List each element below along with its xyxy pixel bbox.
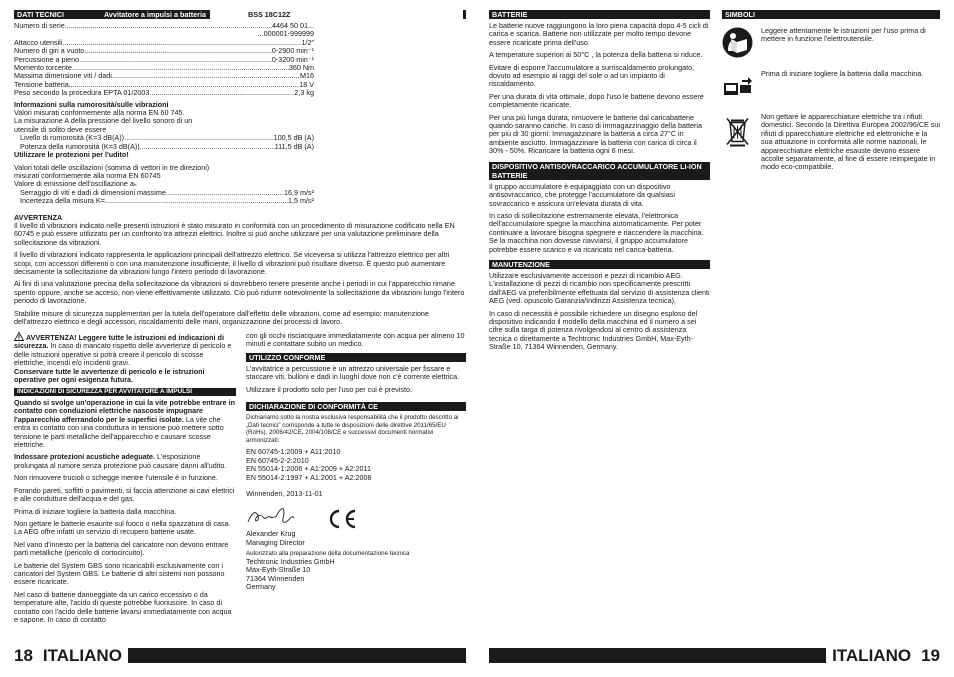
noise-title: Informazioni sulla rumorosità/sulle vibrazioni <box>14 99 169 109</box>
sicurezza-paragraph: Forando pareti, soffitti o pavimenti, si faccia attenzione ai cavi elettrici e alle condutture dell'acqua e del gas. <box>14 485 235 504</box>
vib-line: misurati conformemente alla norma EN 60745 <box>14 170 161 180</box>
noise-line: Valori misurati conformemente alla norma EN 60 745. <box>14 108 185 118</box>
signature-image <box>246 504 298 530</box>
sicurezza-header: INDICAZIONI DI SICUREZZA PER AVVITATORE A IMPULSI <box>14 388 236 396</box>
batterie-paragraph: Per una più lunga durata, rimuovere le batterie dal caricabatterie quando saranno cariche. In caso di immagazzinaggio della batteria per più di 30 giorni: Immagazzinare la batteria a circa 27°C in ambiente asciutto. Immagazzinare la batteria con carica di circa il 30% - 50%. Ricaricare la batteria ogni 6 mesi. <box>489 112 702 156</box>
ear-protection-note: Utilizzare le protezioni per l'udito! <box>14 150 129 160</box>
spec-row: Numero di serie ..... 4464 50 01... <box>14 22 314 30</box>
vib-spec-row: Serraggio di viti e dadi di dimensioni massime ..... 16,9 m/s² <box>14 189 314 197</box>
sicurezza-paragraph: Prima di iniziare togliere la batteria dalla macchina. <box>14 506 177 516</box>
dati-tecnici-product: Avvitatore a impulsi a batteria <box>103 10 206 19</box>
symbol-row <box>722 70 940 101</box>
right-page-col2 <box>722 10 940 182</box>
address-line: Max-Eyth-Straße 10 <box>246 565 311 575</box>
sicurezza-paragraph: Nel caso di batterie danneggiate da un carico eccessivo o da temperature alte, l'acido di queste potrebbe fuoriuscire. In caso di contatto con l'acido delle batterie lavarsi immediatamente con acqua e sapone. In caso di contatto <box>14 589 232 624</box>
page-number-left: 18 <box>14 646 33 665</box>
utilizzo-paragraph: L'avvitatrice a percussione è un attrezzo universale per fissare e staccare viti, bulloni e dadi in luoghi dove non c'è corrente elettrica. <box>246 363 460 382</box>
spec-row: Peso secondo la procedura EPTA 01/2003 ..... 2,3 kg <box>14 89 314 97</box>
antisovraccarico-header: DISPOSITIVO ANTISOVRACCARICO ACCUMULATORE LI-ION BATTERIE <box>489 162 710 180</box>
dati-tecnici-model: BSS 18C12Z <box>248 10 291 19</box>
batterie-paragraph: A temperature superiori ai 50°C , la potenza della batteria si riduce. <box>489 50 703 60</box>
vib-line: Valori totali delle oscillazioni (somma di vettori in tre direzioni) <box>14 162 210 172</box>
symbol-text: Prima di iniziare togliere la batteria dalla macchina. <box>761 69 924 78</box>
ce-mark-icon <box>324 508 358 530</box>
warning-bold-lead: AVVERTENZA! Leggere tutte le istruzioni ed indicazioni di sicurezza. <box>14 333 224 351</box>
spec-row: Tensione batteria ..... 18 V <box>14 81 314 89</box>
footer-bar-right <box>489 648 826 663</box>
manutenzione-header: MANUTENZIONE <box>489 260 710 269</box>
standard-item: EN 55014-2:1997 + A1:2001 + A2:2008 <box>246 472 372 482</box>
noise-line: La misurazione A della pressione del livello sonoro di un <box>14 116 193 126</box>
sicurezza-paragraph: Nel vano d'innesto per la batteria del caricatore non devono entrare parti metalliche (pericolo di cortocircuito). <box>14 539 229 558</box>
avvertenza-paragraph: Stabilite misure di sicurezza supplementari per la tutela dell'operatore dall'effetto delle vibrazioni, come ad esempio: manutenzione dell'attrezzo elettrico e degli accessori, riscaldamento delle mani, organizzazione dei processi di lavoro. <box>14 308 429 326</box>
utilizzo-paragraph: Utilizzare il prodotto solo per l'uso per cui è previsto. <box>246 384 412 394</box>
avvertenza-paragraph: Ai fini di una valutazione precisa della sollecitazione da vibrazioni si dovrebbero tenere presente anche i periodi in cui l'apparecchio rimane spento oppure, anche se acceso, non viene effettivamente utilizzato. Ciò può ridurre notevolmente la sollecitazione da vibrazioni lungo l'intero periodo di lavorazione. <box>14 279 465 306</box>
signer-title: Managing Director <box>246 537 305 547</box>
spec-row: Percussione a pieno ..... 0-3200 min⁻¹ <box>14 56 314 64</box>
symbol-row <box>722 113 940 172</box>
utilizzo-header: UTILIZZO CONFORME <box>246 353 466 362</box>
avvertenza-paragraph: Il livello di vibrazioni indicato rappresenta le applicazioni principali dell'attrezzo elettrico. Se viceversa si utilizza l'attrezzo elettrico per altri scopi, con accessori differenti o con una manutenzione insufficiente, il livello di vibrazioni può risultare diverso. È questo può aumentare decisamente la sollecitazione da vibrazioni lungo l'intero periodo di lavorazione. <box>14 250 450 276</box>
avvertenza-paragraph: Il livello di vibrazioni indicato nelle presenti istruzioni è stato misurato in conformità con un procedimento di misurazione codificato nella EN 60745 e può essere utilizzato per un confronto tra attrezzi elettrici. Inoltre si può anche utilizzare per una valutazione preliminare della sollecitazione da vibrazioni. <box>14 220 455 247</box>
batterie-header: BATTERIE <box>489 10 710 19</box>
sicurezza-paragraph: Non gettare le batterie esaurite sul fuoco o nella spazzatura di casa. La AEG offre infatti un servizio di recupero batterie usate. <box>14 518 231 537</box>
vib-spec-row: Incertezza della misura K= ..... 1,5 m/s² <box>14 197 314 205</box>
conformita-intro: Dichiariamo sotto la nostra esclusiva responsabilità che il prodotto descritto ai „Dati tecnici" corrisponde a tutte le disposizioni delle direttive 2011/65/EU (RoHs), 2006/42/CE, 2004/108/CE e successivi documenti normativi armonizzati: <box>246 414 459 444</box>
manutenzione-paragraph: Utilizzare esclusivamente accessori e pezzi di ricambio AEG. L'installazione di pezzi di ricambio non specificamente prescritti dall'AEG va preferibilmente effettuata dal servizio di assistenza clienti AEG (ved. opuscolo Garanzia/Indirizzi Assistenza tecnica). <box>489 270 710 306</box>
avvertenza-title: AVVERTENZA <box>14 212 63 222</box>
authorized-note: Autorizzato alla preparazione della documentazione tecnica <box>246 550 410 558</box>
batterie-paragraph: Evitare di esporre l'accumulatore a surriscaldamento prolungato, dovuto ad esempio ai raggi del sole o ad un impianto di riscaldamento. <box>489 62 695 89</box>
spec-row: Momento torcente ..... 360 Nm <box>14 64 314 72</box>
address-line: 71364 Winnenden <box>246 573 305 583</box>
symbol-text: Leggere attentamente le istruzioni per l'uso prima di mettere in funzione l'elettroutensile. <box>761 26 926 44</box>
left-page-colB <box>246 332 466 591</box>
noise-line: utensile di solito deve essere <box>14 124 107 134</box>
signature-row <box>246 502 466 530</box>
eye-contact-continuation: con gli occhi risciacquare immediatamente con acqua per almeno 10 minuti e contattare subito un medico. <box>246 331 465 349</box>
standard-item: EN 60745-2-2:2010 <box>246 455 309 465</box>
footer-bar-left <box>128 648 466 663</box>
spec-row: Attacco utensili ..... 1/2" <box>14 39 314 47</box>
warning-block <box>14 332 236 384</box>
noise-spec-row: Livello di rumorosità (K=3 dB(A)) ..... 100,5 dB (A) <box>14 134 314 142</box>
standard-item: EN 60745-1:2009 + A11:2010 <box>246 447 341 457</box>
sicurezza-paragraph: Le batterie del System GBS sono ricaricabili esclusivamente con i caricatori del System GBS. Le batterie di altri sistemi non possono essere ricaricate. <box>14 560 225 587</box>
left-footer <box>14 648 466 663</box>
spec-row: Massima dimensione viti / dadi ..... M16 <box>14 72 314 80</box>
page-number-right: 19 <box>921 646 940 665</box>
avvertenza-section <box>14 214 466 327</box>
address-line: Germany <box>246 582 276 592</box>
spec-row: ...000001-999999 <box>257 30 314 39</box>
footer-language-right: ITALIANO <box>832 646 912 665</box>
dati-tecnici-header <box>14 10 466 19</box>
simboli-header: SIMBOLI <box>722 10 940 19</box>
right-footer <box>489 648 940 663</box>
read-manual-icon <box>722 27 753 58</box>
symbol-text: Non gettare le apparecchiature elettriche tra i rifiuti domestici. Secondo la Direttiva Europea 2002/96/CE sui rifiuti di pparecchiature elettriche ed elettroniche e la sua attuazione in conformità alle norme nazionali, le apparecchiature elettriche esauste devono essere accolte separatamente, al fine di essere reimpiegate in modo eco-compatibile. <box>761 112 940 172</box>
dati-tecnici-title: DATI TECNICI <box>17 10 64 19</box>
warning-triangle-icon <box>14 332 24 341</box>
antisovraccarico-paragraph: Il gruppo accumulatore è equipaggiato con un dispositivo antisovraccarico, che protegge l'accumulatore da qualsiasi sovraccarico e assicura un'elevata durata di vita. <box>489 181 675 208</box>
standard-item: EN 55014-1:2006 + A1:2009 + A2:2011 <box>246 464 371 474</box>
symbol-row <box>722 27 940 58</box>
sicurezza-paragraph: Non rimuovere trucioli o schegge mentre l'utensile è in funzione. <box>14 473 218 483</box>
place-date: Winnenden, 2013-11-01 <box>246 489 323 499</box>
footer-language-left: ITALIANO <box>42 646 122 665</box>
warning-text: In caso di mancato rispetto delle avvertenze di pericolo e delle istruzioni operative si potrà creare il pericolo di scosse elettriche, incendi e/o incidenti gravi. <box>14 341 232 368</box>
left-page-col1 <box>14 10 466 330</box>
address-line: Techtronic Industries GmbH <box>246 556 335 566</box>
batterie-paragraph: Le batterie nuove raggiungono la loro piena capacità dopo 4-5 cicli di carica e scarica. Batterie non utilizzate per molto tempo devone essere ricaricate prima dell'uso. <box>489 21 709 47</box>
weee-bin-icon <box>722 113 753 149</box>
manutenzione-paragraph: In caso di necessità è possibile richiedere un disegno esploso del dispositivo indicando il modello della macchina ed il numero a sei cifre sulla targa di potenza rivolgendosi al centro di assistenza tecnica o direttamente a Techtronic Industries GmbH, Max-Eyth-Straße 10, 71364 Winnenden, Germany. <box>489 308 698 352</box>
sicurezza-paragraph: Indossare protezioni acustiche adeguate. L'esposizione prolungata al rumore senza protezione può causare danni all'udito. <box>14 452 227 470</box>
spec-list <box>14 22 314 206</box>
sicurezza-paragraph: Quando si svolge un'operazione in cui la vite potrebbe entrare in contatto con conduzioni elettriche nascoste impugnare l'apparecchio afferrandolo per le superfici isolate. La vite che entra in contatto con una conduttura in tensione può mettere sotto tensione le parti metalliche dell'apparecchio e causare scosse elettriche. <box>14 398 235 450</box>
conformita-header: DICHIARAZIONE DI CONFORMITÀ CE <box>246 402 466 411</box>
noise-spec-row: Potenza della rumorosità (K=3 dB(A)) ..... 111,5 dB (A) <box>14 143 314 151</box>
left-page-colA <box>14 332 236 628</box>
batterie-paragraph: Per una durata di vita ottimale, dopo l'uso le batterie devono essere completamente ricaricate. <box>489 91 704 110</box>
warning-bold-tail: Conservare tutte le avvertenze di pericolo e le istruzioni operative per ogni esigenza futura. <box>14 366 205 385</box>
right-page-col1 <box>489 10 710 356</box>
spec-row: Numero di giri a vuoto ..... 0-2900 min⁻¹ <box>14 47 314 55</box>
signer-name: Alexander Krug <box>246 529 296 539</box>
vib-line: Valore di emissione dell'oscillazione aₕ <box>14 179 137 189</box>
remove-battery-icon <box>722 70 753 101</box>
antisovraccarico-paragraph: In caso di sollecitazione estremamente elevata, l'elettronica dell'accumulatore spegne la macchina automaticamente. Per poter continuare a lavorare bisogna spegnere e riaccendere la macchina. Se la macchina non dovesse riavviarsi, il gruppo accumulatore potrebbe essere scarico e va ricaricato nel carica-batteria. <box>489 210 704 254</box>
